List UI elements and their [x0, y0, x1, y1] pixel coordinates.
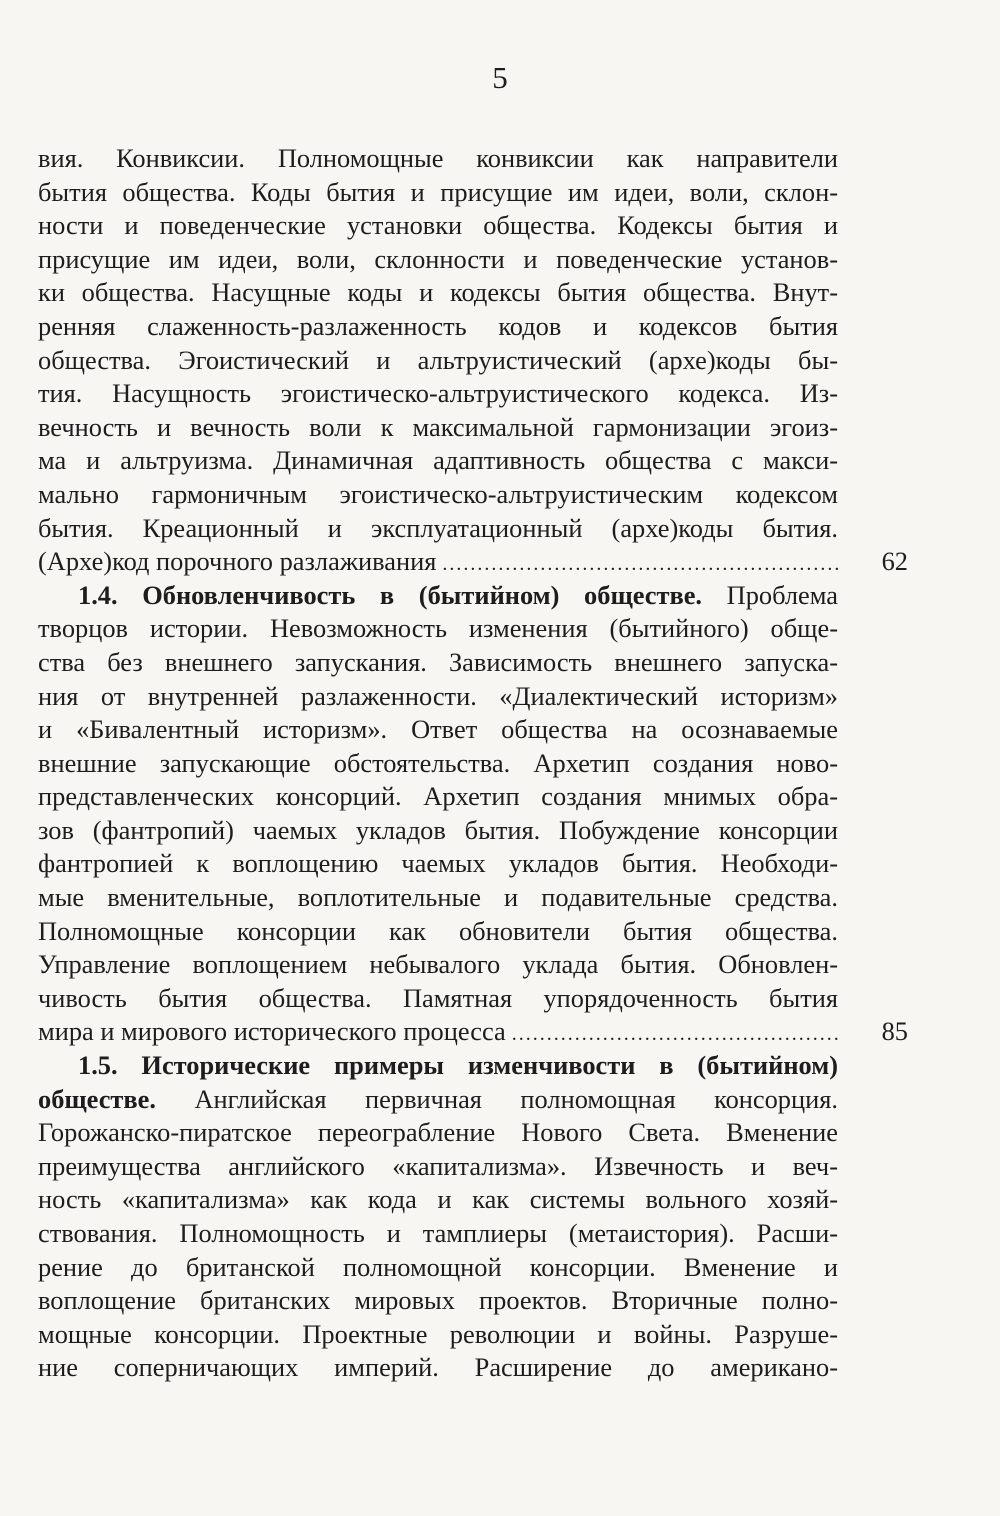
toc-line-rest: Проблема [726, 579, 838, 610]
toc-last-row [38, 545, 908, 579]
toc-heading-line [38, 579, 838, 613]
toc-line: преимущества английского «капитализма». Извечность и веч- [38, 1150, 838, 1181]
toc-leader-line [38, 1015, 838, 1049]
toc-line: ренняя слаженность-разлаженность кодов и кодексов бытия [38, 310, 838, 341]
toc-line: вечность и вечность воли к максимальной гармонизации эгоиз- [38, 411, 838, 442]
toc-leader-line [38, 545, 838, 579]
toc-line: творцов истории. Невозможность изменения (бытийного) обще- [38, 613, 838, 644]
toc-line: ства без внешнего запускания. Зависимость внешнего запуска- [38, 646, 838, 677]
toc-line: бытия общества. Коды бытия и присущие им идеи, воли, склон- [38, 176, 838, 207]
toc-entry-1-4 [38, 579, 908, 1049]
toc-line: ния от внутренней разлаженности. «Диалектический историзм» [38, 680, 838, 711]
toc-line: ствования. Полномощность и тамплиеры (метаистория). Расши- [38, 1218, 838, 1248]
toc-line: (Архе)код порочного разлаживания [38, 546, 437, 577]
toc-line: и «Бивалентный историзм». Ответ общества на осознаваемые [38, 714, 838, 745]
toc-line: ки общества. Насущные коды и кодексы бытия общества. Внут- [38, 277, 838, 308]
toc-line-rest: Английская первичная полномощная консорция. [194, 1083, 838, 1114]
dot-leader [512, 1018, 838, 1052]
toc-line: ма и альтруизма. Динамичная адаптивность общества с макси- [38, 445, 838, 476]
page-number: 5 [492, 60, 508, 95]
toc-line: Горожанско-пиратское переограбление Нового Света. Вменение [38, 1117, 838, 1148]
toc-line: ность «капитализма» как кода и как системы вольного хозяй- [38, 1184, 838, 1215]
toc-entry-continuation [38, 142, 908, 579]
toc-line: Полномощные консорции как обновители бытия общества. [38, 915, 838, 946]
toc-line: зов (фантропий) чаемых укладов бытия. Побуждение консорции [38, 814, 838, 845]
toc-last-row [38, 1015, 908, 1049]
toc-page-ref: 62 [881, 546, 908, 577]
toc-line: мощные консорции. Проектные революции и войны. Разруше- [38, 1318, 838, 1349]
dot-leader [442, 548, 838, 582]
toc-line: представленческих консорций. Архетип создания мнимых обра- [38, 781, 838, 812]
table-of-contents [38, 142, 908, 1385]
toc-line: фантропией к воплощению чаемых укладов бытия. Необходи- [38, 848, 838, 879]
toc-line: общества. Эгоистический и альтруистический (архе)коды бы- [38, 344, 838, 375]
section-heading: 1.4. Обновленчивость в (бытийном) обществе. [78, 579, 703, 610]
toc-line: рение до британской полномощной консорции. Вменение и [38, 1251, 838, 1282]
toc-line: чивость бытия общества. Памятная упорядоченность бытия [38, 982, 838, 1013]
section-heading-cont: обществе. [38, 1083, 156, 1114]
toc-page-ref: 85 [881, 1016, 908, 1047]
toc-entry-1-5 [38, 1049, 838, 1385]
toc-line: воплощение британских мировых проектов. Вторичные полно- [38, 1285, 838, 1316]
toc-line: тия. Насущность эгоистическо-альтруистического кодекса. Из- [38, 378, 838, 409]
toc-heading-line [38, 1083, 838, 1117]
toc-line: присущие им идеи, воли, склонности и поведенческие установ- [38, 243, 838, 274]
toc-line: бытия. Креационный и эксплуатационный (архе)коды бытия. [38, 512, 838, 543]
toc-line: ности и поведенческие установки общества. Кодексы бытия и [38, 210, 838, 241]
section-heading: 1.5. Исторические примеры изменчивости в (бытийном) [78, 1050, 838, 1081]
toc-line: мые вменительные, воплотительные и подавительные средства. [38, 882, 838, 913]
toc-line: ние соперничающих империй. Расширение до американо- [38, 1352, 838, 1383]
toc-line: Управление воплощением небывалого уклада бытия. Обновлен- [38, 949, 838, 980]
toc-line: мально гармоничным эгоистическо-альтруистическим кодексом [38, 478, 838, 509]
toc-line: вия. Конвиксии. Полномощные конвиксии как направители [38, 143, 838, 173]
toc-line: мира и мирового исторического процесса [38, 1016, 506, 1047]
toc-line: внешние запускающие обстоятельства. Архетип создания ново- [38, 747, 838, 778]
